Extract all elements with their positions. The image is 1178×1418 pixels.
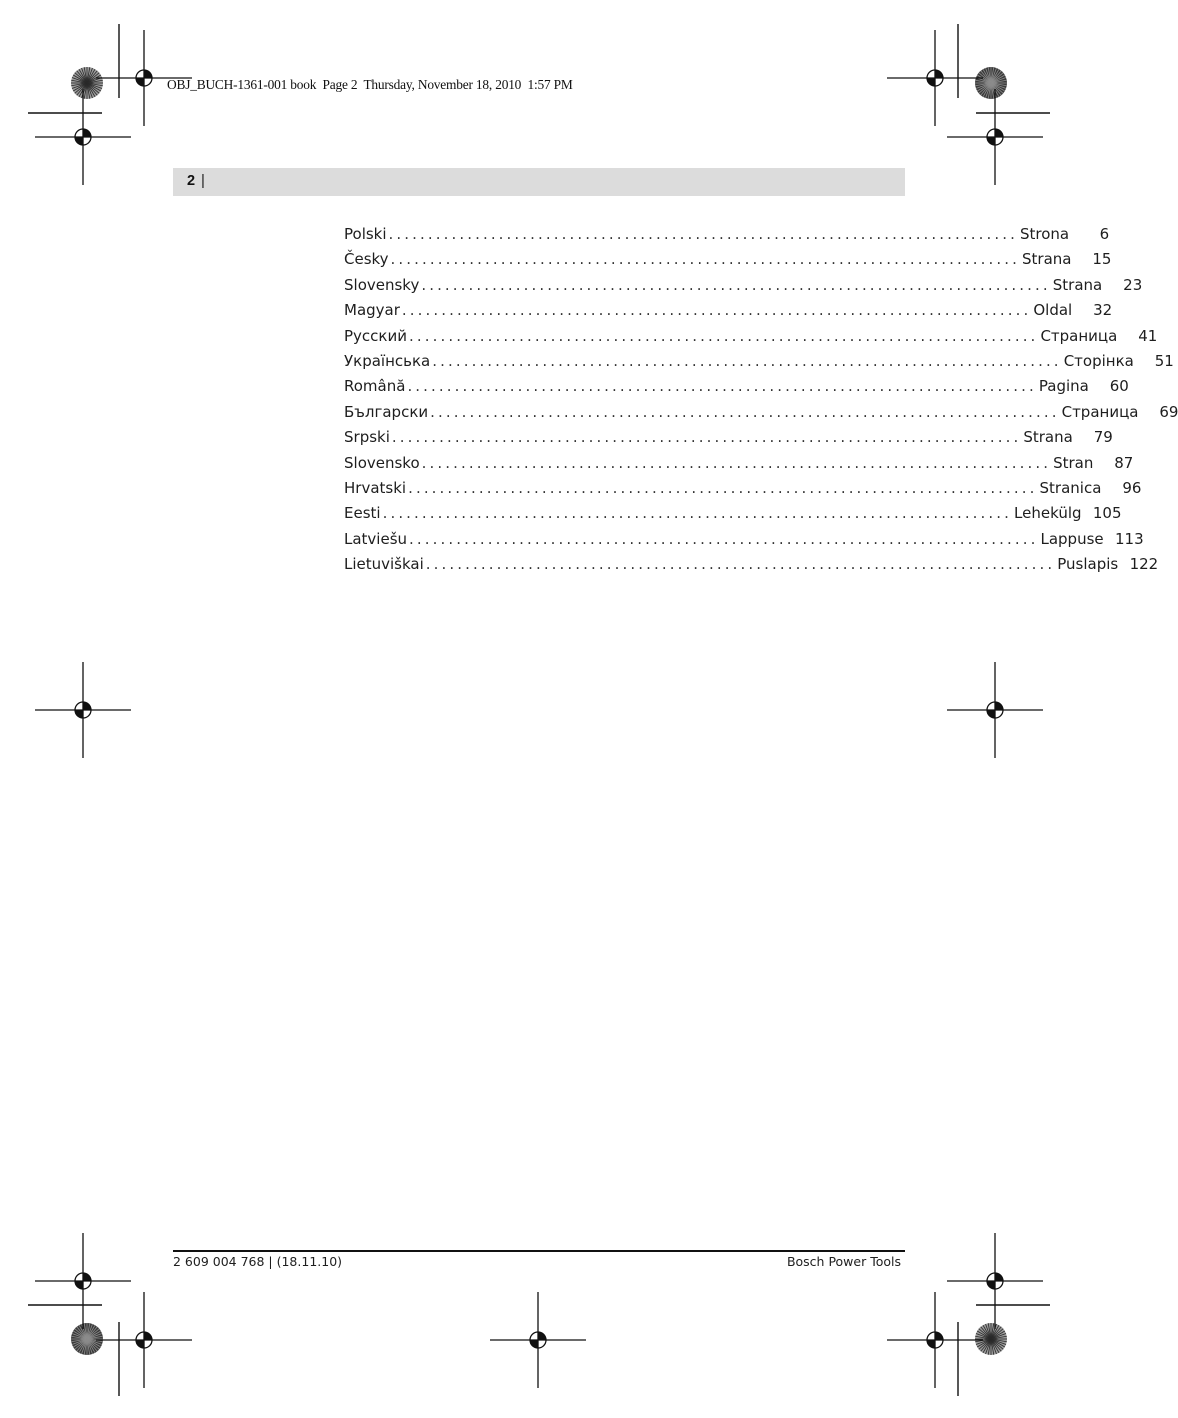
toc-page-label: Puslapis [1057,555,1119,574]
toc-language: Slovensko [344,453,420,472]
toc-page-number: 122 [1129,555,1159,574]
page-number: 2 [187,173,196,189]
toc-page-number: 105 [1092,504,1122,523]
toc-page-number: 23 [1123,275,1143,294]
toc-leader-dots: ................................................................................ [409,529,1039,548]
toc-page-label: Strana [1023,428,1073,447]
toc-leader-dots: ................................................................................ [425,555,1056,574]
toc-row [344,451,1134,476]
toc-page-label: Сторінка [1063,351,1134,370]
toc-page-number: 6 [1099,225,1110,243]
toc-language: Русский [344,326,407,345]
toc-language: Latviešu [344,529,408,548]
toc-language: Română [344,377,406,396]
toc-page-label: Stranica [1039,478,1102,497]
toc-page-label: Pagina [1038,377,1089,396]
footer-rule [173,1250,905,1252]
toc-leader-dots: ................................................................................ [408,478,1038,497]
toc-row [344,349,1174,374]
toc-row [344,476,1142,501]
toc-page-number: 41 [1138,326,1158,345]
page-number-separator: | [201,172,205,189]
toc-language: Български [344,402,429,421]
toc-page-label: Страница [1040,326,1118,345]
toc-page-number: 51 [1154,351,1174,370]
toc-row [344,527,1144,552]
toc-page-label: Lappuse [1040,529,1104,548]
toc-page-number: 96 [1122,478,1142,497]
toc-leader-dots: ................................................................................ [421,275,1051,294]
toc-page-label: Stran [1053,453,1094,472]
toc-page-label: Strana [1052,275,1103,294]
toc-row [344,324,1158,349]
toc-leader-dots: ................................................................................ [388,225,1018,243]
toc-page-number: 32 [1093,301,1113,320]
toc-leader-dots: ................................................................................ [401,301,1032,320]
toc-row [344,298,1113,323]
toc-language: Hrvatski [344,478,407,497]
toc-leader-dots: ................................................................................ [390,250,1020,269]
toc-language: Srpski [344,428,390,447]
toc-row [344,273,1143,298]
toc-page-number: 15 [1092,250,1112,269]
toc-page-label: Страница [1061,402,1139,421]
toc-page-number: 113 [1115,529,1144,548]
toc-row [344,222,1110,247]
language-contents-list [344,222,1178,577]
toc-language: Eesti [344,504,381,523]
toc-row [344,247,1112,272]
toc-page-label: Strana [1022,250,1072,269]
toc-leader-dots: ................................................................................ [432,351,1062,370]
toc-page-label: Oldal [1033,301,1073,320]
page-header-bar [173,168,905,196]
toc-leader-dots: ................................................................................ [421,453,1052,472]
toc-language: Slovensky [344,275,420,294]
toc-row [344,400,1178,425]
toc-language: Česky [344,250,389,269]
toc-language: Magyar [344,301,400,320]
toc-page-number: 79 [1093,428,1113,447]
toc-row [344,374,1129,399]
toc-leader-dots: ................................................................................ [407,377,1037,396]
toc-row [344,501,1122,526]
footer-brand: Bosch Power Tools [786,1254,901,1269]
toc-leader-dots: ................................................................................ [391,428,1022,447]
toc-leader-dots: ................................................................................ [408,326,1039,345]
print-slug: OBJ_BUCH-1361-001 book Page 2 Thursday, November 18, 2010 1:57 PM [167,77,573,92]
footer-document-number: 2 609 004 768 | (18.11.10) [173,1254,343,1269]
toc-language: Українська [344,351,431,370]
toc-page-number: 69 [1159,402,1178,421]
toc-row [344,425,1113,450]
toc-page-number: 87 [1114,453,1134,472]
toc-page-number: 60 [1109,377,1129,396]
toc-leader-dots: ................................................................................ [430,402,1060,421]
toc-row [344,552,1159,577]
toc-leader-dots: ................................................................................ [382,504,1013,523]
toc-page-label: Lehekülg [1014,504,1082,523]
toc-language: Polski [344,225,387,243]
toc-page-label: Strona [1019,225,1070,243]
toc-language: Lietuviškai [344,555,424,574]
